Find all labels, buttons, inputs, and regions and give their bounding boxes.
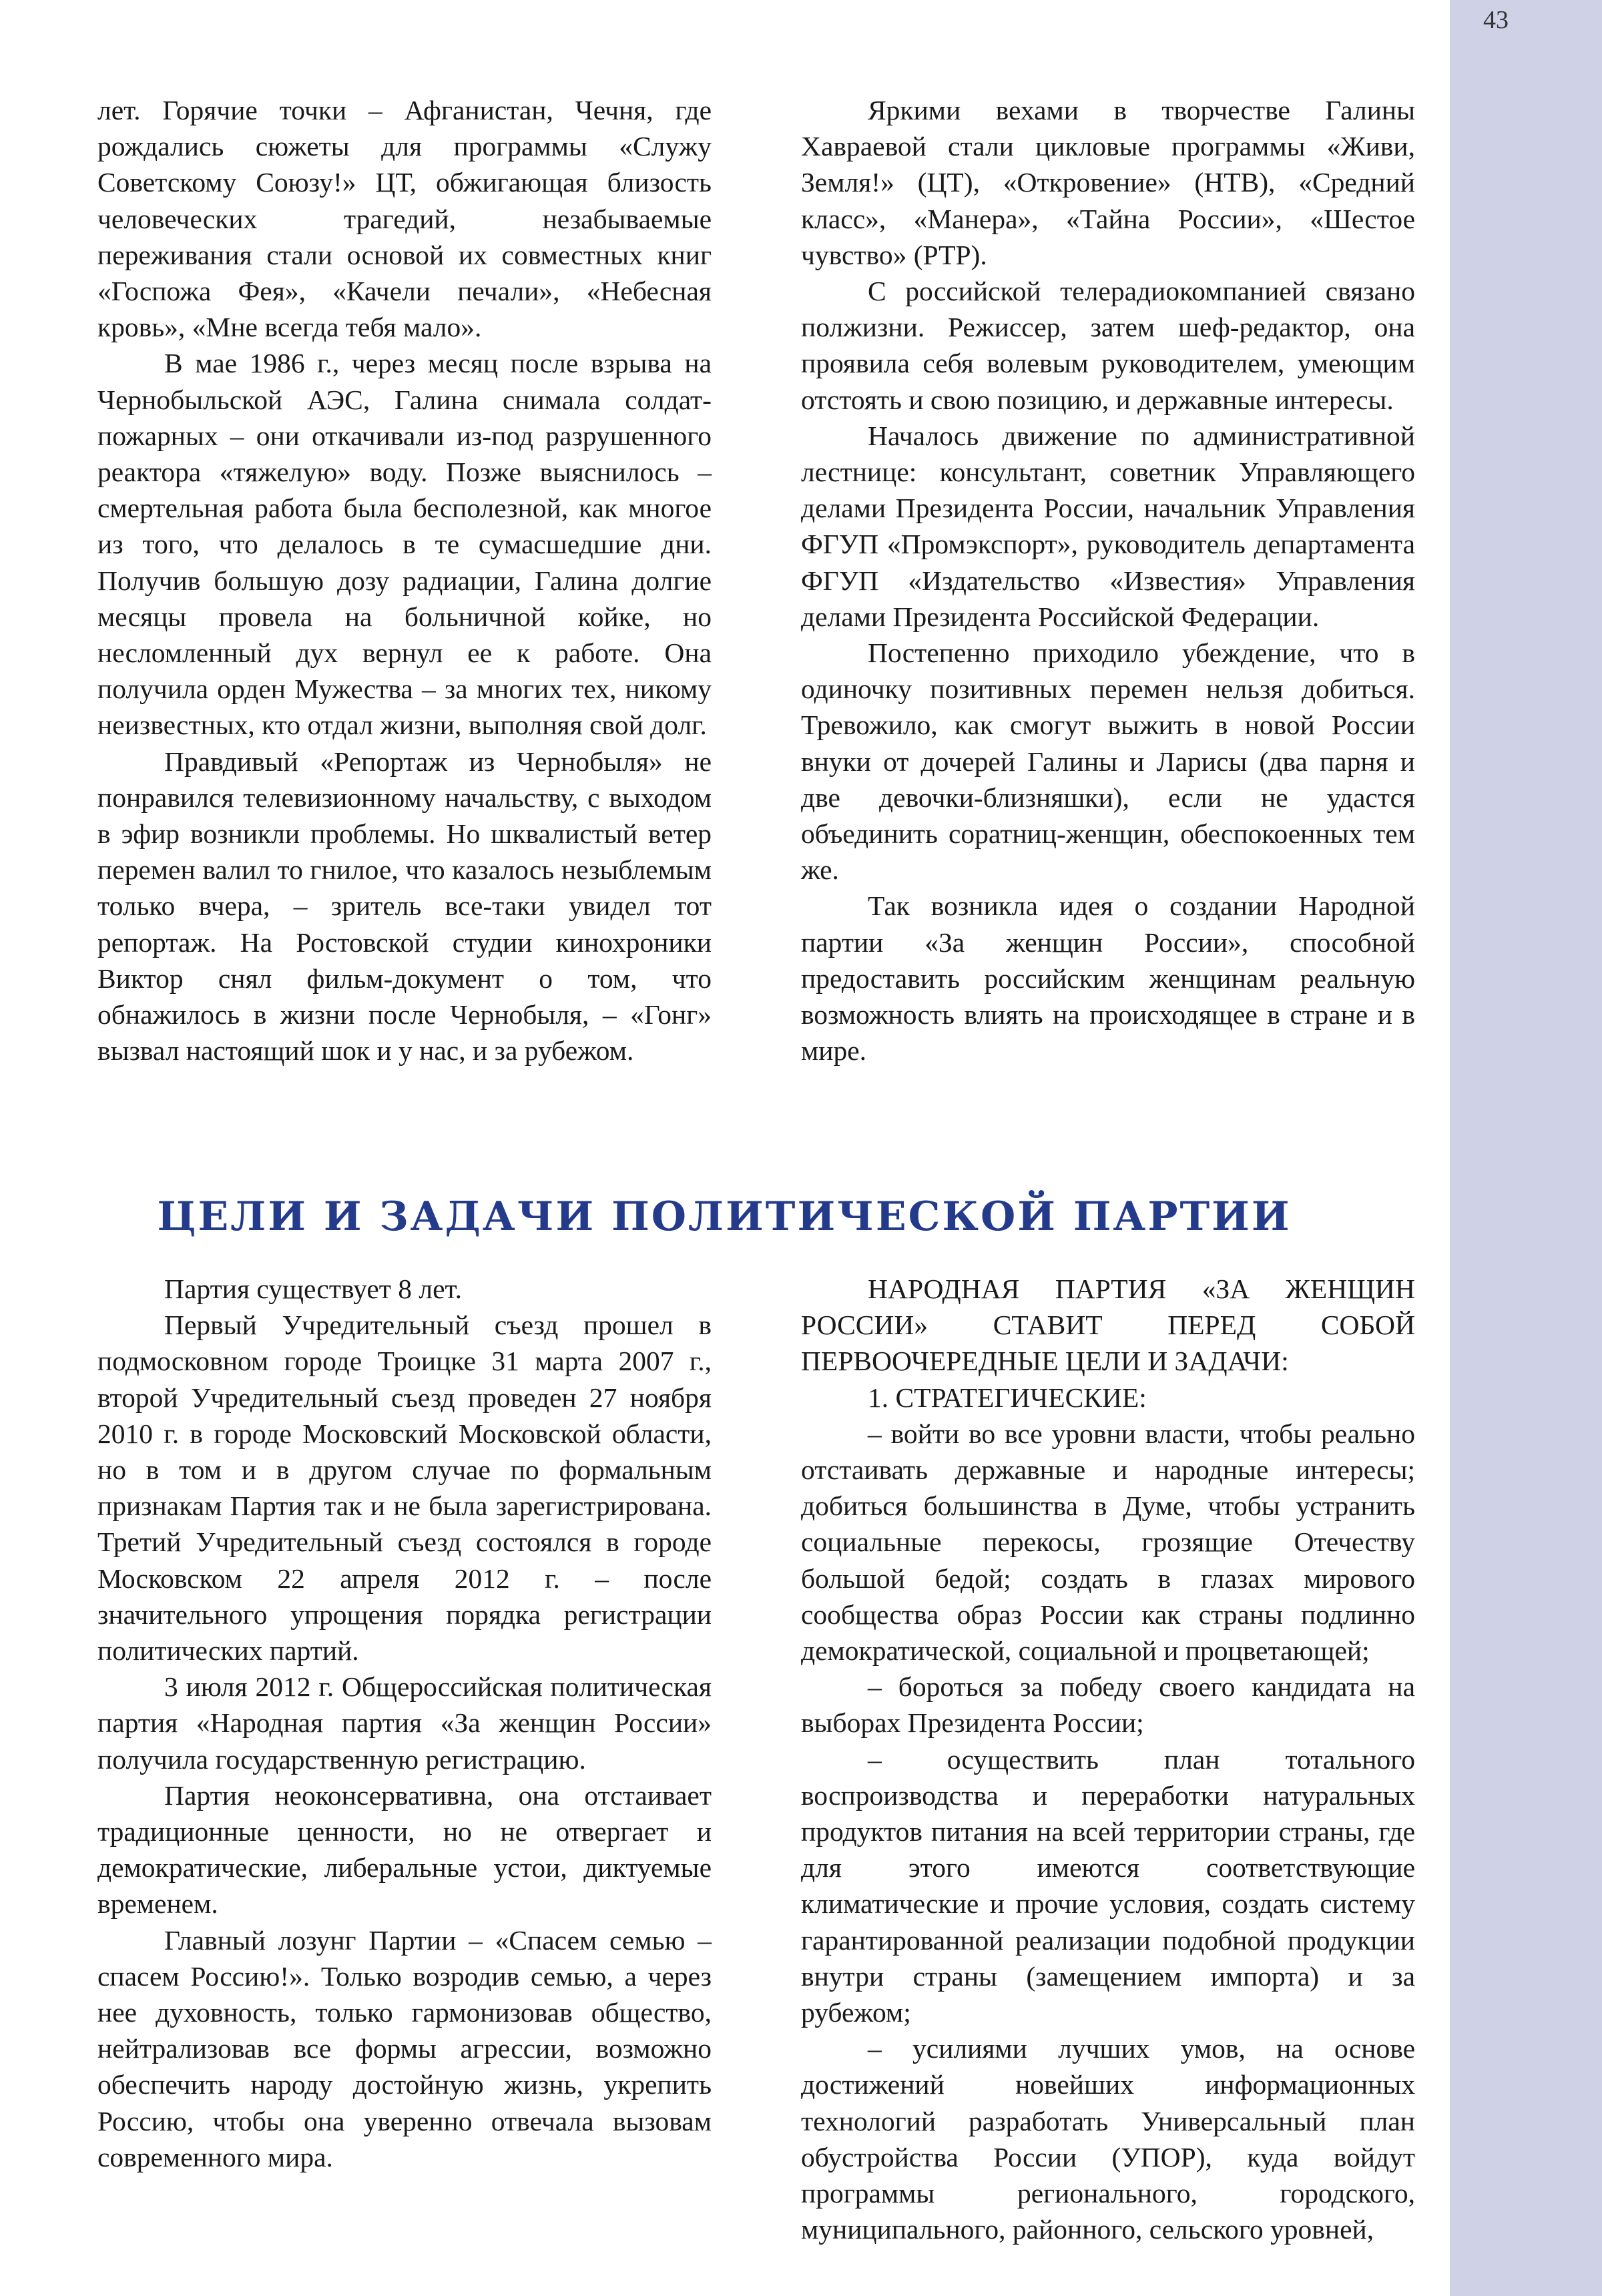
paragraph: С российской телерадиокомпанией связано полжизни. Режиссер, затем шеф-редактор, она проявила себя волевым руководителем, умеющим отстоять и свою позицию, и державные интересы.: [801, 276, 1415, 415]
page-side-bar: [1450, 0, 1602, 2296]
paragraph: – бороться за победу своего кандидата на выборах Президента России;: [801, 1671, 1415, 1739]
bottom-right-column: [801, 1271, 1415, 2247]
section-heading: ЦЕЛИ И ЗАДАЧИ ПОЛИТИЧЕСКОЙ ПАРТИИ: [157, 1193, 1292, 1240]
paragraph: Так возникла идея о создании Народной партии «За женщин России», способной предоставить российским женщинам реальную возможность влиять на происходящее в стране и в мире.: [801, 890, 1415, 1067]
paragraph: – осуществить план тотального воспроизводства и переработки натуральных продуктов питания на всей территории страны, где для этого имеются соответствующие климатические и прочие условия, создать систему гарантированной реализации подобной продукции внутри страны (замещением импорта) и за рубежом;: [801, 1743, 1415, 2028]
paragraph: Яркими вехами в творчестве Галины Хавраевой стали цикловые программы «Живи, Земля!» (ЦТ), «Откровение» (НТВ), «Средний класс», «Манера», «Тайна России», «Шестое чувство» (РТР).: [801, 95, 1415, 270]
paragraph: Постепенно приходило убеждение, что в одиночку позитивных перемен нельзя добиться. Тревожило, как смогут выжить в новой России внуки от дочерей Галины и Ларисы (два парня и две девочки-близняшки), если не удастся объединить соратниц-женщин, обеспокоенных тем же.: [801, 637, 1415, 886]
paragraph: Началось движение по административной лестнице: консультант, советник Управляющего делами Президента России, начальник Управления ФГУП «Промэкспорт», руководитель департамента ФГУП «Издательство «Известия» Управления делами Президента Российской Федерации.: [801, 420, 1415, 632]
page-number: 43: [1483, 6, 1509, 34]
paragraph: лет. Горячие точки – Афганистан, Чечня, где рождались сюжеты для программы «Служу Советскому Союзу!» ЦТ, обжигающая близость человеческих трагедий, незабываемые переживания стали основой их совместных книг «Госпожа Фея», «Качели печали», «Небесная кровь», «Мне всегда тебя мало».: [97, 95, 712, 343]
paragraph: Первый Учредительный съезд прошел в подмосковном городе Троицке 31 марта 2007 г., второй Учредительный съезд проведен 27 ноября 2010 г. в городе Московский Московской области, но в том и в другом случае по формальным признакам Партия так и не была зарегистрирована. Третий Учредительный съезд состоялся в городе Московском 22 апреля 2012 г. – после значительного упрощения порядка регистрации политических партий.: [97, 1310, 712, 1667]
paragraph: 3 июля 2012 г. Общероссийская политическая партия «Народная партия «За женщин России» получила государственную регистрацию.: [97, 1671, 712, 1775]
paragraph: Правдивый «Репортаж из Чернобыля» не понравился телевизионному начальству, с выходом в эфир возникли проблемы. Но шквалистый ветер перемен валил то гнилое, что казалось незыблемым только вчера, – зритель все-таки увидел тот репортаж. На Ростовской студии кинохроники Виктор снял фильм-документ о том, что обнажилось в жизни после Чернобыля, – «Гонг» вызвал настоящий шок и у нас, и за рубежом.: [97, 746, 712, 1067]
paragraph: В мае 1986 г., через месяц после взрыва на Чернобыльской АЭС, Галина снимала солдат-пожарных – они откачивали из-под разрушенного реактора «тяжелую» воду. Позже выяснилось – смертельная работа была бесполезной, как многое из того, что делалось в те сумасшедшие дни. Получив большую дозу радиации, Галина долгие месяцы провела на больничной койке, но несломленный дух вернул ее к работе. Она получила орден Мужества – за многих тех, никому неизвестных, кто отдал жизни, выполняя свой долг.: [97, 348, 712, 741]
top-right-column: [801, 92, 1415, 1069]
paragraph: – войти во все уровни власти, чтобы реально отстаивать державные и народные интересы; добиться большинства в Думе, чтобы устранить социальные перекосы, грозящие Отечеству большой бедой; создать в глазах мирового сообщества образ России как страны подлинно демократической, социальной и процветающей;: [801, 1418, 1415, 1667]
paragraph: Партия неоконсервативна, она отстаивает традиционные ценности, но не отвергает и демократические, либеральные устои, диктуемые временем.: [97, 1779, 712, 1920]
paragraph: НАРОДНАЯ ПАРТИЯ «ЗА ЖЕНЩИН РОССИИ» СТАВИТ ПЕРЕД СОБОЙ ПЕРВООЧЕРЕДНЫЕ ЦЕЛИ И ЗАДАЧИ:: [801, 1273, 1415, 1377]
paragraph: Главный лозунг Партии – «Спасем семью – спасем Россию!». Только возродив семью, а через нее духовность, только гармонизовав общество, нейтрализовав все формы агрессии, возможно обеспечить народу достойную жизнь, укрепить Россию, чтобы она уверенно отвечала вызовам современного мира.: [97, 1924, 712, 2173]
paragraph: – усилиями лучших умов, на основе достижений новейших информационных технологий разработать Универсальный план обустройства России (УПОР), куда войдут программы регионального, городского, муниципального, районного, сельского уровней,: [801, 2033, 1415, 2245]
bottom-left-column: [97, 1271, 712, 2175]
paragraph: 1. СТРАТЕГИЧЕСКИЕ:: [868, 1382, 1147, 1413]
top-left-column: [97, 92, 712, 1069]
paragraph: Партия существует 8 лет.: [164, 1273, 462, 1304]
